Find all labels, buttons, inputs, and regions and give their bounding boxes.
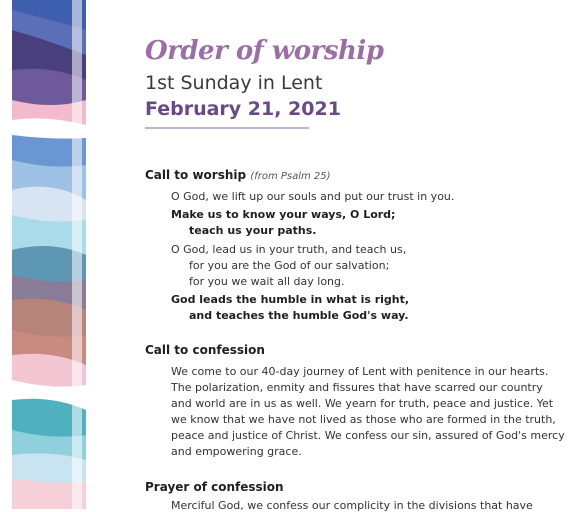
prayer-of-confession-heading: Prayer of confession xyxy=(145,480,284,494)
paragraph-line: We come to our 40-day journey of Lent with penitence in our hearts. xyxy=(171,365,549,378)
paragraph-line: and empowering grace. xyxy=(171,445,302,458)
litany-response: teach us your paths. xyxy=(189,224,317,237)
service-date: February 21, 2021 xyxy=(145,98,341,120)
litany-line: O God, we lift up our souls and put our trust in you. xyxy=(171,190,455,203)
call-to-confession-heading: Call to confession xyxy=(145,343,265,357)
order-of-worship-title: Order of worship xyxy=(145,36,384,66)
litany-line: O God, lead us in your truth, and teach us, xyxy=(171,243,407,256)
decorative-banner xyxy=(12,0,86,509)
banner-artwork xyxy=(12,0,86,509)
bulletin-header xyxy=(145,34,545,129)
paragraph-line: and world are in us as well. We yearn for truth, peace and justice. Yet xyxy=(171,397,554,410)
paragraph-line: Merciful God, we confess our complicity in the divisions that have xyxy=(171,499,533,512)
paragraph-line: The polarization, enmity and fissures that have scarred our country xyxy=(171,381,543,394)
service-subtitle: 1st Sunday in Lent xyxy=(145,72,323,94)
litany-line: for you we wait all day long. xyxy=(189,275,345,288)
call-to-worship-label: Call to worship xyxy=(145,168,247,182)
litany-response: God leads the humble in what is right, xyxy=(171,293,410,306)
call-to-worship-heading xyxy=(145,168,331,182)
paragraph-line: peace and justice of Christ. We confess our sin, assured of God's mercy xyxy=(171,429,565,442)
paragraph-line: we know that we have not lived as those who are formed in the truth, xyxy=(171,413,556,426)
litany-response: and teaches the humble God's way. xyxy=(189,309,409,322)
litany-response: Make us to know your ways, O Lord; xyxy=(171,208,396,221)
header-divider xyxy=(145,127,309,129)
call-to-worship-source: (from Psalm 25) xyxy=(250,171,331,182)
litany-line: for you are the God of our salvation; xyxy=(189,259,390,272)
